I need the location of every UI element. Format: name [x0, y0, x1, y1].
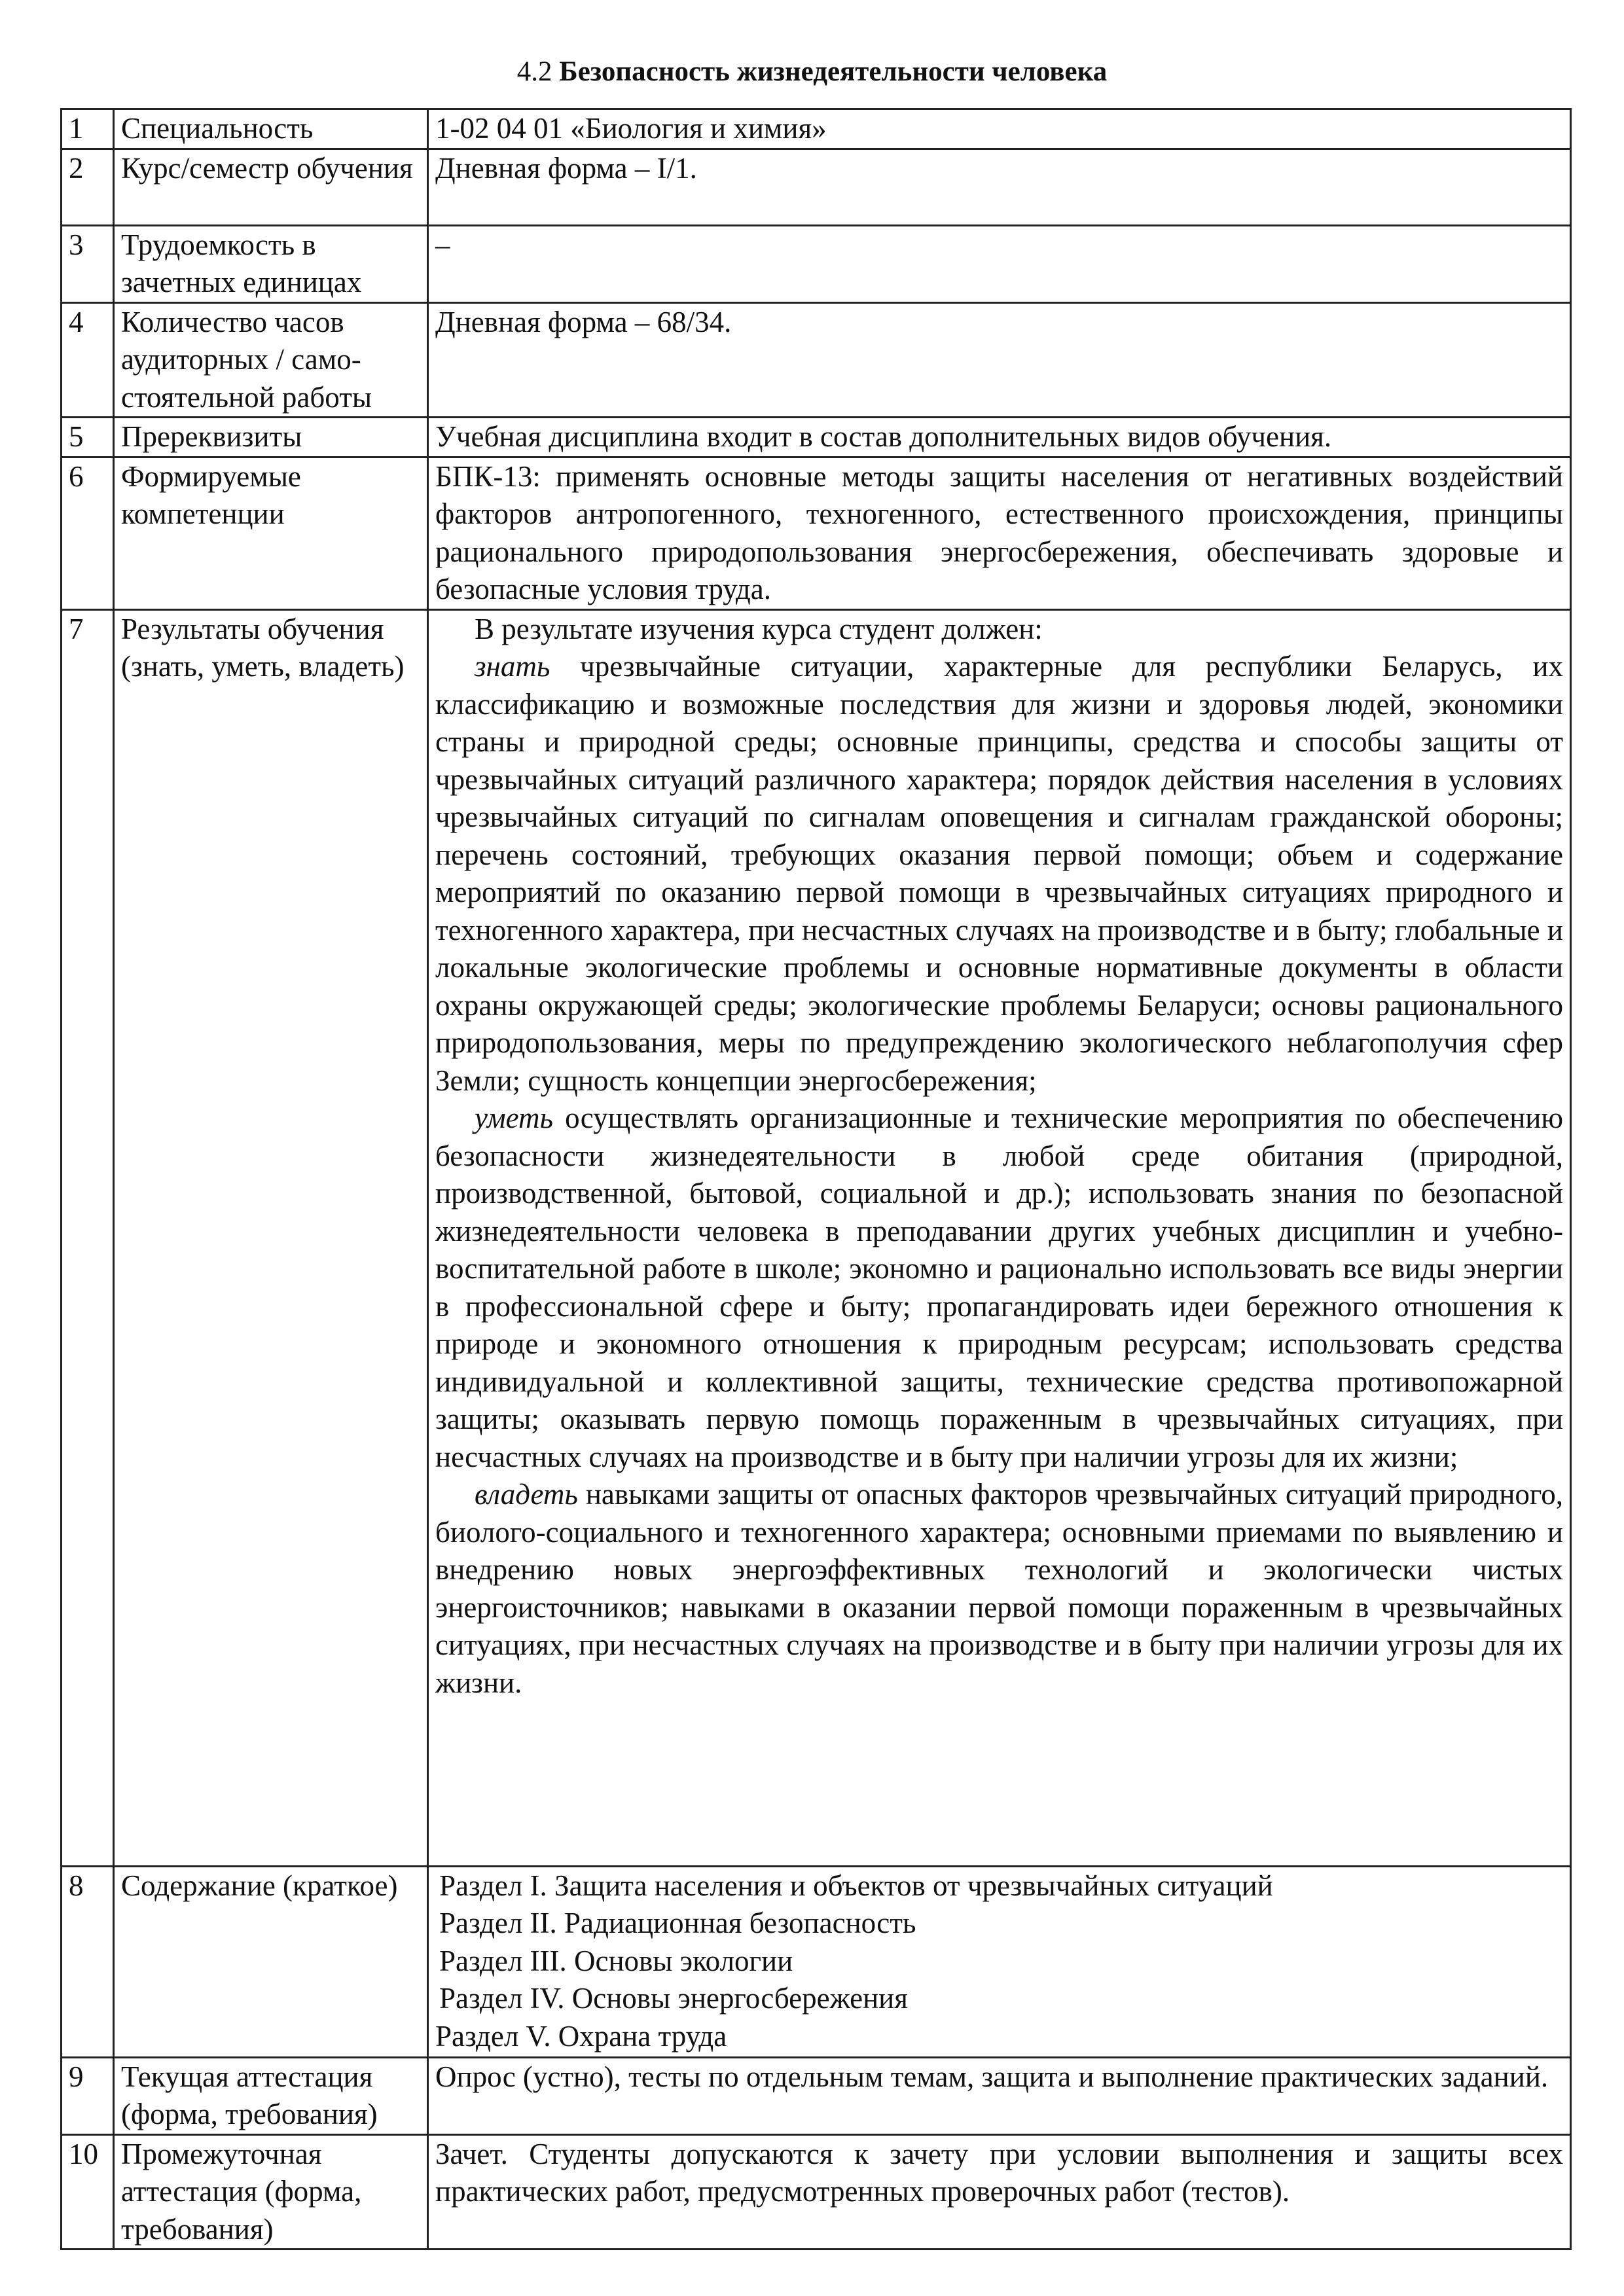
row-label: Курс/семестр обучения [114, 149, 428, 225]
row-label: Трудоемкость в зачетных единицах [114, 225, 428, 302]
row-value: 1-02 04 01 «Биология и химия» [428, 109, 1571, 149]
row-number: 10 [62, 2134, 114, 2250]
table-row [62, 109, 1571, 149]
outcomes-able [435, 1100, 1563, 1476]
table-row [62, 302, 1571, 418]
row-value: Дневная форма – 68/34. [428, 302, 1571, 418]
row-number: 4 [62, 302, 114, 418]
table-row [62, 225, 1571, 302]
row-number: 9 [62, 2057, 114, 2134]
content-section: Раздел V. Охрана труда [435, 2019, 727, 2053]
know-text: чрезвычайные ситуации, характерные для республики Беларусь, их классификацию и возможные последствия для жизни и здоровья людей, экономики страны и природной среды; основные принципы, средства и способы защиты от чрезвычайных ситуаций различного характера; порядок действия населения в условиях чрезвычайных ситуаций по сигналам оповещения и сигналам гражданской обороны; перечень состояний, требующих оказания первой помощи; объем и содержание мероприятий по оказанию первой помощи в чрезвычайных ситуациях природного и техногенного характера, при несчастных случаях на производстве и в быту; глобальные и локальные экологические проблемы и основные нормативные документы в области охраны окружающей среды; экологические проблемы Беларуси; основы рационального природопользования, меры по предупреждению экологического неблагополучия сфер Земли; сущность концепции энергосбережения; [435, 650, 1563, 1097]
row-label: Специальность [114, 109, 428, 149]
row-label: Пререквизиты [114, 418, 428, 457]
outcomes-know [435, 648, 1563, 1100]
content-section: Раздел I. Защита населения и объектов от чрезвычайных ситуаций [439, 1869, 1273, 1902]
learning-outcomes [428, 609, 1571, 1866]
able-keyword: уметь [475, 1102, 553, 1134]
title-number: 4.2 [516, 56, 552, 87]
row-number: 8 [62, 1866, 114, 2057]
row-number: 7 [62, 609, 114, 1866]
table-row [62, 149, 1571, 225]
row-number: 2 [62, 149, 114, 225]
title-text: Безопасность жизнедеятельности человека [559, 56, 1108, 87]
know-keyword: знать [475, 650, 550, 683]
content-sections [428, 1866, 1571, 2057]
row-value: БПК-13: применять основные методы защиты населения от негативных воздействий факторов антропогенного, техногенного, естественного происхождения, принципы рационального природопользования энергосбережения, обеспечивать здоровые и безопасные условия труда. [428, 457, 1571, 609]
row-value: Дневная форма – I/1. [428, 149, 1571, 225]
row-label: Текущая аттестация (форма, требования) [114, 2057, 428, 2134]
table-row [62, 457, 1571, 609]
row-number: 5 [62, 418, 114, 457]
row-value: Зачет. Студенты допускаются к зачету при условии выполнения и защиты всех практических работ, предусмотренных проверочных работ (тестов). [428, 2134, 1571, 2250]
page-title [0, 52, 1624, 92]
content-section: Раздел IV. Основы энергосбережения [439, 1982, 908, 2015]
row-label: Количество часов аудиторных / само-стоятельной работы [114, 302, 428, 418]
row-value: – [428, 225, 1571, 302]
discipline-table [60, 108, 1572, 2250]
row-number: 3 [62, 225, 114, 302]
row-label: Содержание (краткое) [114, 1866, 428, 2057]
row-label: Промежуточная аттестация (форма, требования) [114, 2134, 428, 2250]
outcomes-own [435, 1476, 1563, 1702]
row-number: 6 [62, 457, 114, 609]
row-label: Формируемые компетенции [114, 457, 428, 609]
table-row [62, 2057, 1571, 2134]
table-row [62, 2134, 1571, 2250]
content-section: Раздел III. Основы экологии [439, 1944, 793, 1977]
row-number: 1 [62, 109, 114, 149]
row-value: Опрос (устно), тесты по отдельным темам, защита и выполнение практических заданий. [428, 2057, 1571, 2134]
own-text: навыками защиты от опасных факторов чрезвычайных ситуаций природного, биолого-социального и техногенного характера; основными приемами по выявлению и внедрению новых энергоэффективных технологий и экологически чистых энергоисточников; навыками в оказании первой помощи пораженным в чрезвычайных ситуациях, при несчастных случаях на производстве и в быту при наличии угрозы для их жизни. [435, 1478, 1563, 1699]
table-row [62, 609, 1571, 1866]
row-value: Учебная дисциплина входит в состав дополнительных видов обучения. [428, 418, 1571, 457]
table-row [62, 418, 1571, 457]
outcomes-intro: В результате изучения курса студент должен: [475, 612, 1043, 645]
own-keyword: владеть [475, 1478, 578, 1511]
row-label: Результаты обучения (знать, уметь, владеть) [114, 609, 428, 1866]
able-text: осуществлять организационные и технические мероприятия по обеспечению безопасности жизнедеятельности в любой среде обитания (природной, производственной, бытовой, социальной и др.); использовать знания по безопасной жизнедеятельности человека в преподавании других учебных дисциплин и учебно-воспитательной работе в школе; экономно и рационально использовать все виды энергии в профессиональной сфере и быту; пропагандировать идеи бережного отношения к природе и экономного отношения к природным ресурсам; использовать средства индивидуальной и коллективной защиты, технические средства противопожарной защиты; оказывать первую помощь пораженным в чрезвычайных ситуациях, при несчастных случаях на производстве и в быту при наличии угрозы для их жизни; [435, 1102, 1563, 1473]
table-row [62, 1866, 1571, 2057]
content-section: Раздел II. Радиационная безопасность [439, 1907, 916, 1939]
